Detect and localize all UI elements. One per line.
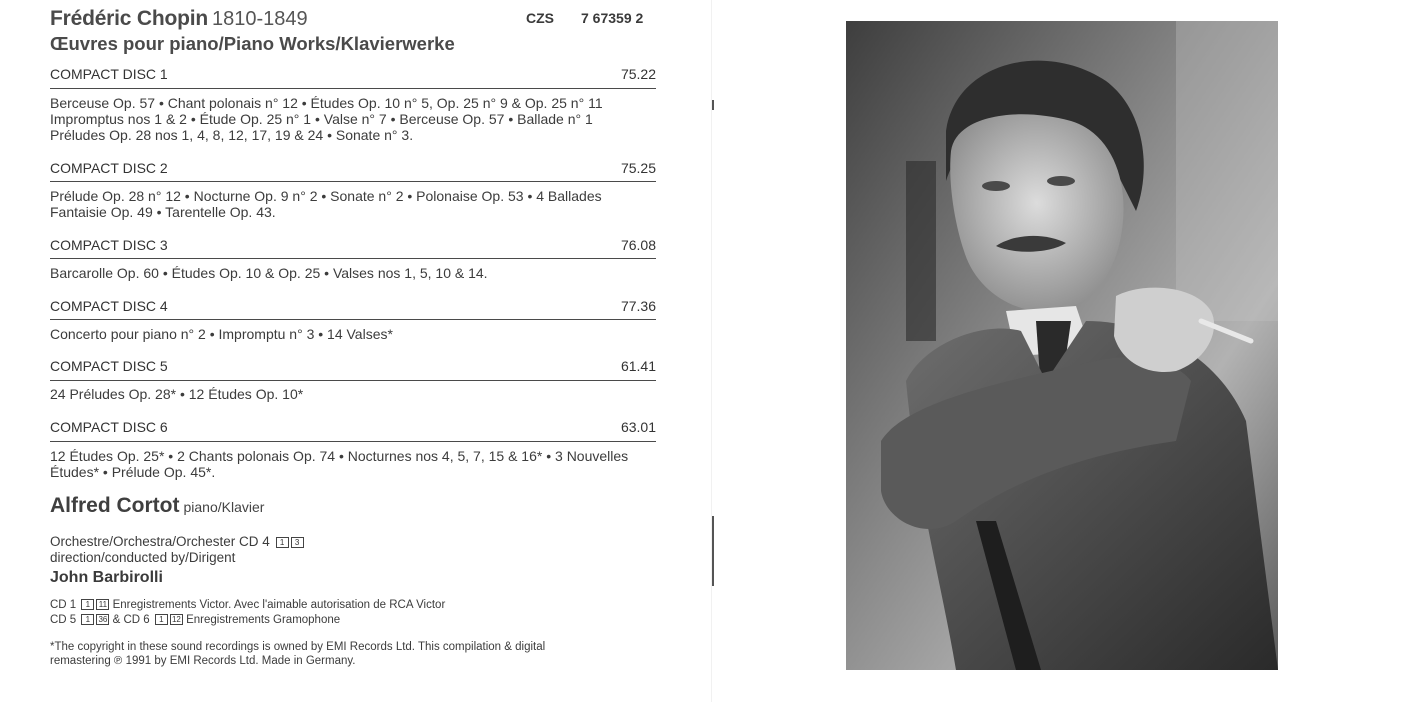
disc-contents: 24 Préludes Op. 28* • 12 Études Op. 10* [50,386,304,402]
credit-prefix: CD 5 [50,614,77,626]
disc-contents: Concerto pour piano n° 2 • Impromptu n° 3 • 14 Valses* [50,326,393,342]
disc-contents: Berceuse Op. 57 • Chant polonais n° 12 • Études Op. 10 n° 5, Op. 25 n° 9 & Op. 25 n° 11 Impromptus nos 1 & 2 • Étude Op. 25 n° 1 • Valse n° 7 • Berceuse Op. 57 • Ballade n° 1 Préludes Op. 28 nos 1, 4, 8, 12, 17, 19 & 24 • Sonate n° 3. [50,95,603,143]
album-subtitle: Œuvres pour piano/Piano Works/Klavierwerke [50,33,455,54]
disc-label: COMPACT DISC 6 [50,419,168,435]
performer-role: piano/Klavier [183,499,265,515]
disc-duration: 77.36 [620,298,656,314]
direction-line: direction/conducted by/Dirigent [50,550,236,565]
disc-label: COMPACT DISC 5 [50,358,168,374]
catalog-prefix: CZS [526,10,554,26]
divider [50,258,656,259]
left-page [0,0,711,702]
divider [50,441,656,442]
credit-text: Enregistrements Victor. Avec l'aimable autorisation de RCA Victor [112,599,446,611]
track-number-box: 1 [81,599,94,610]
divider [50,319,656,320]
track-number-box: 11 [96,599,109,610]
disc-contents: Prélude Op. 28 n° 12 • Nocturne Op. 9 n° 2 • Sonate n° 2 • Polonaise Op. 53 • 4 Ballades Fantaisie Op. 49 • Tarentelle Op. 43. [50,188,602,220]
portrait-photo [846,21,1278,670]
disc-contents: Barcarolle Op. 60 • Études Op. 10 & Op. 25 • Valses nos 1, 5, 10 & 14. [50,265,488,281]
credit-text: Enregistrements Gramophone [186,614,341,626]
track-number-box: 1 [276,537,289,548]
composer-name: Frédéric Chopin [50,7,209,30]
performer [50,494,264,518]
orchestra-block [50,534,304,566]
disc-label: COMPACT DISC 1 [50,66,168,82]
composer-heading [50,7,308,31]
disc-duration: 61.41 [620,358,656,374]
disc-header [50,358,656,374]
disc-contents: 12 Études Op. 25* • 2 Chants polonais Op. 74 • Nocturnes nos 4, 5, 7, 15 & 16* • 3 Nouvelles Études* • Prélude Op. 45*. [50,448,629,480]
catalog-number: 7 67359 2 [581,10,644,26]
divider [50,380,656,381]
disc-duration: 76.08 [620,237,656,253]
composer-dates: 1810-1849 [212,8,308,30]
recording-credits [50,598,445,628]
disc-header [50,66,656,82]
disc-duration: 63.01 [620,419,656,435]
divider [50,88,656,89]
disc-duration: 75.25 [620,160,656,176]
disc-header [50,160,656,176]
disc-label: COMPACT DISC 4 [50,298,168,314]
portrait-illustration [846,21,1278,670]
disc-header [50,298,656,314]
track-number-box: 1 [155,614,168,625]
credit-mid: & CD 6 [112,614,150,626]
orchestra-line: Orchestre/Orchestra/Orchester CD 4 [50,534,270,549]
track-number-box: 12 [170,614,183,625]
disc-label: COMPACT DISC 3 [50,237,168,253]
track-number-box: 36 [96,614,109,625]
conductor-name: John Barbirolli [50,569,163,586]
copyright-notice: *The copyright in these sound recordings is owned by EMI Records Ltd. This compilation & digital remastering ℗ 1991 by EMI Records Ltd. Made in Germany. [50,641,546,667]
disc-label: COMPACT DISC 2 [50,160,168,176]
disc-header [50,237,656,253]
disc-duration: 75.22 [620,66,656,82]
divider [50,181,656,182]
disc-header [50,419,656,435]
track-number-box: 1 [81,614,94,625]
credit-prefix: CD 1 [50,599,77,611]
track-number-box: 3 [291,537,304,548]
performer-name: Alfred Cortot [50,494,180,517]
